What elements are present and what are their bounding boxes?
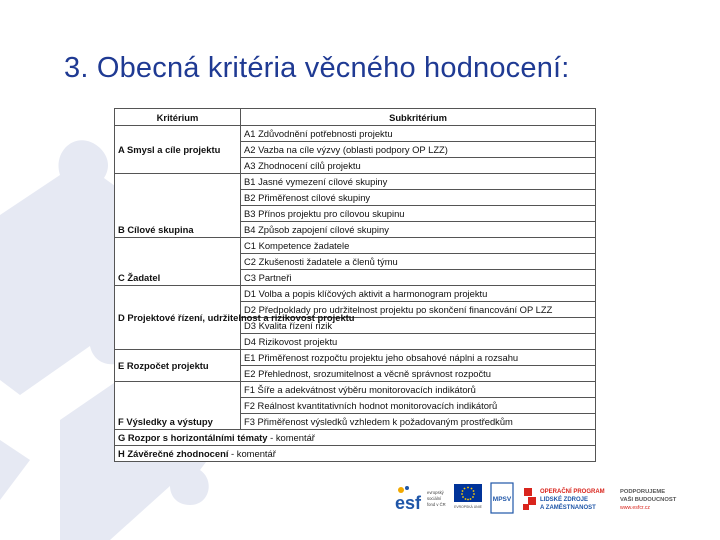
criterion-b: B Cílové skupina: [115, 174, 241, 238]
mpsv-text: MPSV: [492, 496, 512, 503]
op-line-2: LIDSKÉ ZDROJE: [540, 497, 589, 503]
subcriterion-a3: A3 Zhodnocení cílů projektu: [241, 158, 596, 174]
criterion-g-note: - komentář: [267, 432, 315, 443]
table-row: [115, 350, 596, 366]
header-subcriterion: Subkritérium: [241, 109, 596, 126]
criterion-c: C Žadatel: [115, 238, 241, 286]
criterion-g: [115, 430, 596, 446]
esf-small-3: fond v ČR: [427, 502, 446, 507]
criterion-d: D Projektové řízení, udržitelnost a rizikovost projektu: [115, 286, 241, 350]
op-lzz-logo: [522, 484, 616, 514]
esf-logo-text: esf: [395, 493, 422, 513]
criterion-h: [115, 446, 596, 462]
esf-small-2: sociální: [427, 496, 442, 501]
mpsv-logo: [490, 482, 514, 514]
subcriterion-b4: B4 Způsob zapojení cílové skupiny: [241, 222, 596, 238]
criterion-e: E Rozpočet projektu: [115, 350, 241, 382]
table-row: [115, 174, 596, 190]
eu-label: EVROPSKÁ UNIE: [454, 505, 482, 509]
criterion-h-note: - komentář: [228, 448, 276, 459]
esf-small-1: evropský: [427, 490, 444, 495]
table-row: [115, 382, 596, 398]
header-criterion: Kritérium: [115, 109, 241, 126]
subcriterion-b1: B1 Jasné vymezení cílové skupiny: [241, 174, 596, 190]
subcriterion-c2: C2 Zkušenosti žadatele a členů týmu: [241, 254, 596, 270]
criterion-g-label: G Rozpor s horizontálními tématy: [118, 432, 268, 443]
subcriterion-c3: C3 Partneři: [241, 270, 596, 286]
op-line-3: A ZAMĚSTNANOST: [540, 505, 596, 511]
subcriterion-f1: F1 Šíře a adekvátnost výběru monitorovacích indikátorů: [241, 382, 596, 398]
subcriterion-b2: B2 Přiměřenost cílové skupiny: [241, 190, 596, 206]
slide-title: 3. Obecná kritéria věcného hodnocení:: [64, 52, 570, 84]
support-line-2: VAŠI BUDOUCNOST: [620, 497, 677, 503]
footer-logos: [394, 480, 694, 520]
subcriterion-f2: F2 Reálnost kvantitativních hodnot monitorovacích indikátorů: [241, 398, 596, 414]
criterion-a: A Smysl a cíle projektu: [115, 126, 241, 174]
subcriterion-d2: D2 Předpoklady pro udržitelnost projektu po skončení financování OP LZZ: [241, 302, 596, 318]
eu-flag-logo: [452, 484, 484, 510]
support-line-1: PODPORUJEME: [620, 489, 666, 495]
subcriterion-b3: B3 Přínos projektu pro cílovou skupinu: [241, 206, 596, 222]
subcriterion-d1: D1 Volba a popis klíčových aktivit a harmonogram projektu: [241, 286, 596, 302]
table-row: [115, 238, 596, 254]
subcriterion-d3: D3 Kvalita řízení rizik: [241, 318, 596, 334]
subcriterion-d4: D4 Rizikovost projektu: [241, 334, 596, 350]
op-line-1: OPERAČNÍ PROGRAM: [540, 489, 605, 495]
table-row: [115, 446, 596, 462]
criterion-f: F Výsledky a výstupy: [115, 382, 241, 430]
subcriterion-a2: A2 Vazba na cíle výzvy (oblasti podpory OP LZZ): [241, 142, 596, 158]
support-line-3: www.esfcr.cz: [620, 505, 650, 511]
table-row: [115, 430, 596, 446]
subcriterion-e1: E1 Přiměřenost rozpočtu projektu jeho obsahové náplni a rozsahu: [241, 350, 596, 366]
criterion-h-label: H Závěrečné zhodnocení: [118, 448, 229, 459]
subcriterion-f3: F3 Přiměřenost výsledků vzhledem k požadovaným prostředkům: [241, 414, 596, 430]
subcriterion-e2: E2 Přehlednost, srozumitelnost a věcně správnost rozpočtu: [241, 366, 596, 382]
table-row: [115, 286, 596, 302]
table-header-row: [115, 109, 596, 126]
support-text-logo: [620, 486, 690, 514]
criteria-table: [114, 108, 596, 462]
esf-logo: [394, 482, 450, 514]
subcriterion-c1: C1 Kompetence žadatele: [241, 238, 596, 254]
table-row: [115, 126, 596, 142]
subcriterion-a1: A1 Zdůvodnění potřebnosti projektu: [241, 126, 596, 142]
